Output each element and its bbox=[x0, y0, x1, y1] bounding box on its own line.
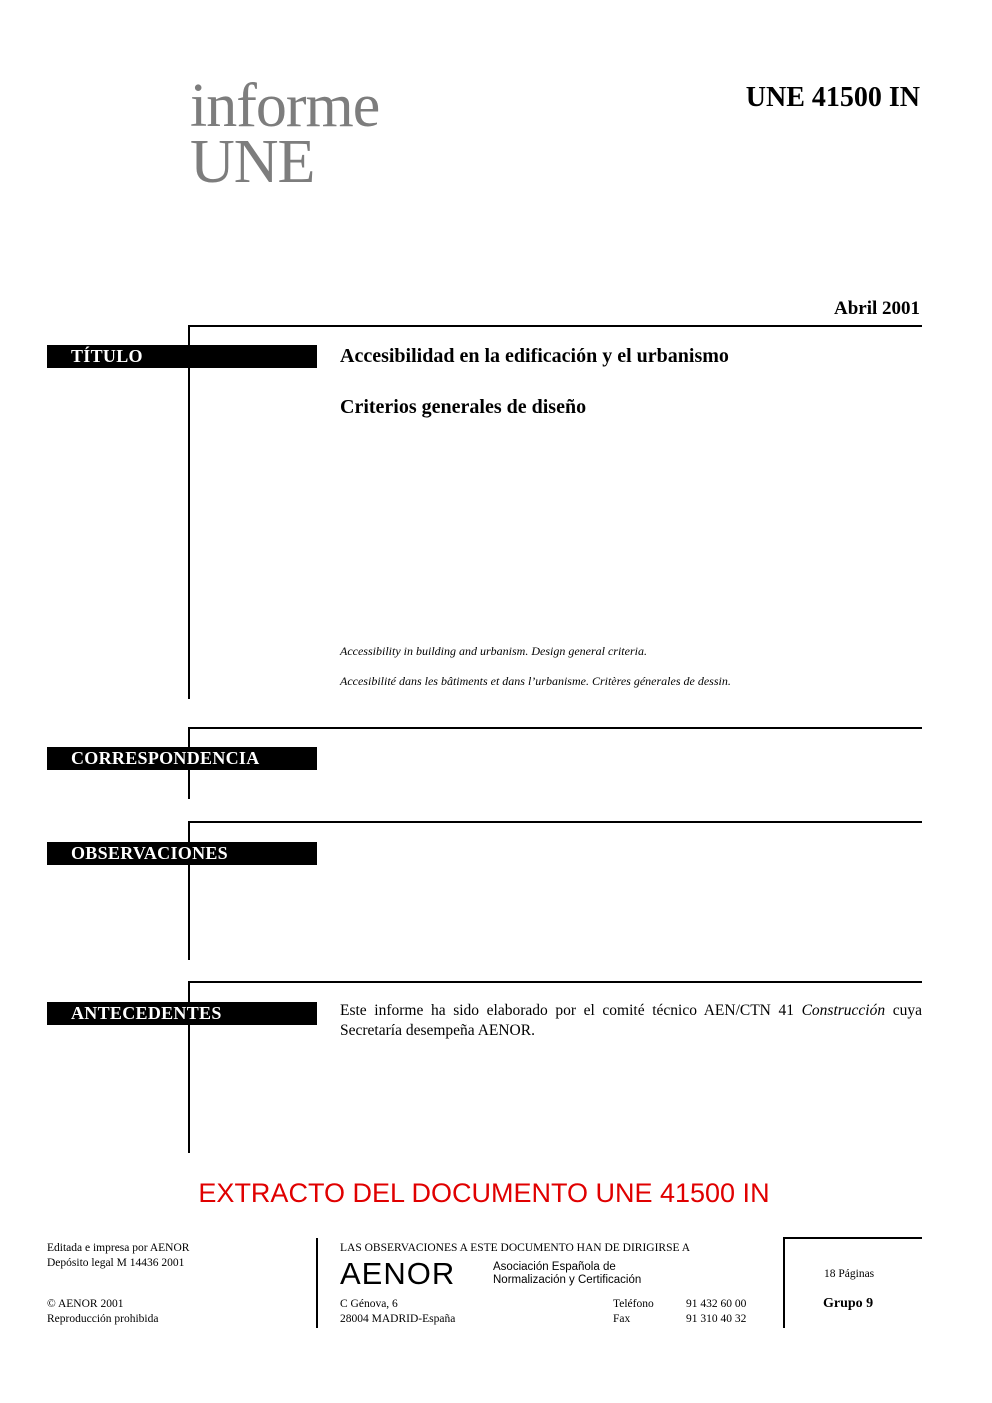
brand-line-une: UNE bbox=[190, 128, 315, 196]
address-line2: 28004 MADRID-España bbox=[340, 1313, 456, 1325]
aenor-name-line1: Asociación Española de bbox=[493, 1261, 616, 1273]
phone-value: 91 432 60 00 bbox=[686, 1298, 747, 1310]
address-line1: C Génova, 6 bbox=[340, 1298, 398, 1310]
fax-value: 91 310 40 32 bbox=[686, 1313, 747, 1325]
title-french: Accesibilité dans les bâtiments et dans l’urbanisme. Critères génerales de dessin. bbox=[340, 674, 731, 688]
title-english: Accessibility in building and urbanism. Design general criteria. bbox=[340, 644, 647, 658]
observaciones-label: OBSERVACIONES bbox=[47, 842, 317, 865]
observaciones-top-rule bbox=[188, 821, 922, 823]
contact-values bbox=[686, 1297, 746, 1327]
document-date: Abril 2001 bbox=[833, 298, 920, 319]
antecedentes-text-before: Este informe ha sido elaborado por el comité técnico AEN/CTN 41 bbox=[340, 1002, 802, 1019]
fax-label: Fax bbox=[613, 1313, 631, 1325]
titulo-left-rule bbox=[188, 325, 190, 699]
brand-line-informe: informe bbox=[190, 72, 380, 140]
page-count: 18 Páginas bbox=[824, 1268, 875, 1280]
footer-copyright bbox=[47, 1297, 158, 1327]
aenor-address bbox=[340, 1297, 455, 1327]
footer-box-top-rule bbox=[783, 1237, 922, 1239]
antecedentes-text bbox=[340, 1001, 922, 1041]
antecedentes-text-after: cuya Secretaría desempeña AENOR. bbox=[340, 1002, 922, 1039]
brand-title bbox=[190, 72, 380, 196]
correspondencia-label: CORRESPONDENCIA bbox=[47, 747, 317, 770]
phone-label: Teléfono bbox=[613, 1298, 654, 1310]
aenor-full-name bbox=[493, 1261, 641, 1287]
correspondencia-top-rule bbox=[188, 727, 922, 729]
titulo-label: TÍTULO bbox=[47, 345, 317, 368]
aenor-name-line2: Normalización y Certificación bbox=[493, 1274, 642, 1286]
edited-by: Editada e impresa por AENOR bbox=[47, 1242, 190, 1254]
observations-notice: LAS OBSERVACIONES A ESTE DOCUMENTO HAN DE DIRIGIRSE A bbox=[340, 1242, 691, 1254]
reproduction-notice: Reproducción prohibida bbox=[47, 1313, 159, 1325]
legal-deposit: Depósito legal M 14436 2001 bbox=[47, 1257, 185, 1269]
footer-edition bbox=[47, 1241, 189, 1271]
document-title: Accesibilidad en la edificación y el urbanismo bbox=[340, 345, 729, 367]
antecedentes-top-rule bbox=[188, 981, 922, 983]
footer-box-left-rule bbox=[783, 1237, 785, 1328]
copyright: © AENOR 2001 bbox=[47, 1298, 124, 1310]
document-code: UNE 41500 IN bbox=[745, 82, 920, 113]
footer-divider-left bbox=[316, 1238, 318, 1328]
extract-notice: EXTRACTO DEL DOCUMENTO UNE 41500 IN bbox=[198, 1178, 770, 1208]
antecedentes-committee-name: Construcción bbox=[801, 1002, 886, 1019]
aenor-logo: AENOR bbox=[340, 1256, 456, 1291]
document-subtitle: Criterios generales de diseño bbox=[340, 396, 587, 418]
price-group: Grupo 9 bbox=[823, 1296, 874, 1311]
titulo-top-rule bbox=[188, 325, 922, 327]
antecedentes-label: ANTECEDENTES bbox=[47, 1002, 317, 1025]
contact-labels bbox=[613, 1297, 654, 1327]
